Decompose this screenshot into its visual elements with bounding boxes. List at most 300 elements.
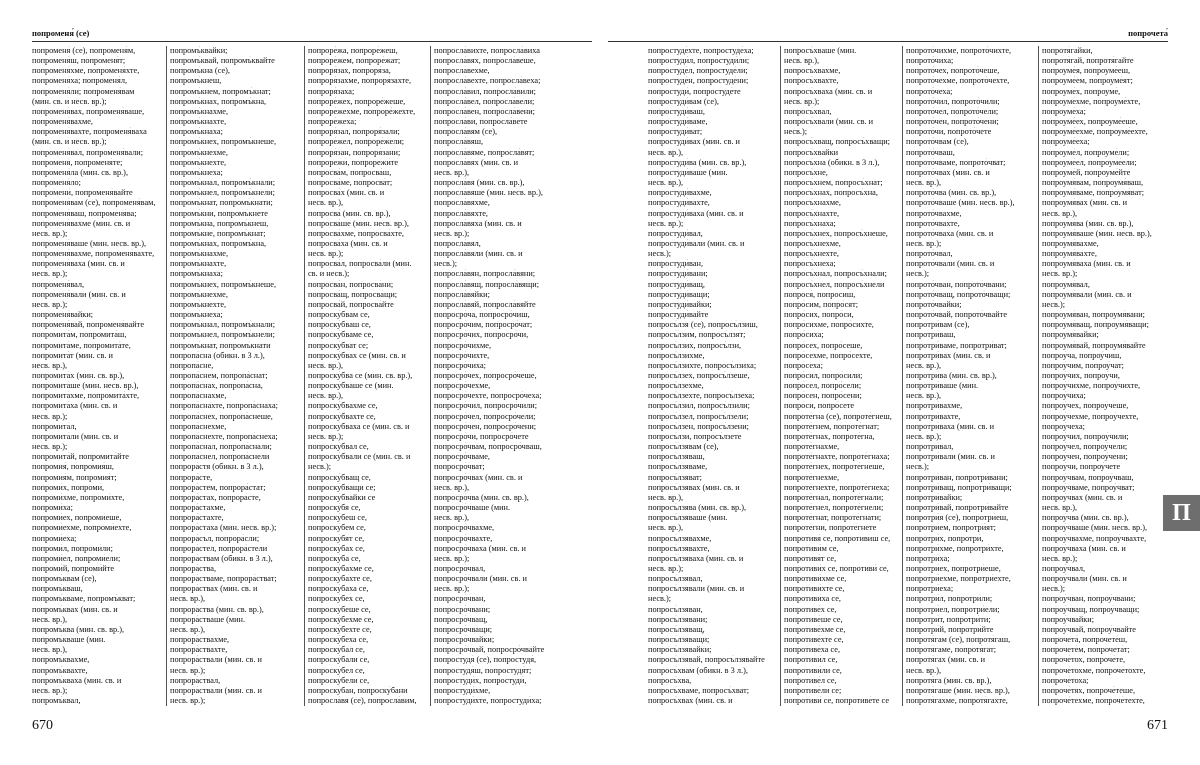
dictionary-line: попроу́чихме, попроу́чихте, <box>1042 381 1141 391</box>
dictionary-line: попромита́ше (мин. несв. вр.), <box>32 381 139 391</box>
dictionary-line: попроте́гнех, попроте́гнеше, <box>784 462 885 472</box>
dictionary-line: попроу́чвай, попроу́чвайте <box>1042 624 1136 634</box>
dictionary-line: попрора́ствали (мин. св. и <box>170 655 262 665</box>
dictionary-line: попромъ́кнат, попромъ́кнати; <box>170 198 273 208</box>
dictionary-line: попроменя́вахме, попроменя́вахте, <box>32 249 155 259</box>
dictionary-line: попросла́ви, попросла́вете <box>434 117 528 127</box>
dictionary-line: попроу́чвам, попроу́чваш, <box>1042 472 1134 482</box>
dictionary-line: попросъ́лзехте, попросъ́лзеха; <box>648 391 755 401</box>
dictionary-line: попроу́чва (мин. св. вр.), <box>1042 513 1129 523</box>
dictionary-line: попроску́бвал се, <box>308 442 369 452</box>
dictionary-line: попро́сеха; <box>784 360 823 370</box>
dictionary-line: попротя́гах (мин. св. и <box>906 655 986 665</box>
dictionary-line: попростуди́хме, <box>434 685 491 695</box>
dictionary-line: попроте́гнем, попроте́гнат; <box>784 421 880 431</box>
dictionary-line: попроте́гнал, попроте́гнали; <box>784 492 884 502</box>
dictionary-line: попромита́ме, попромита́те, <box>32 340 131 350</box>
dictionary-line: попроче́тоха; <box>1042 675 1089 685</box>
dictionary-line: попротри́вах (мин. св. и <box>906 350 991 360</box>
running-head-right: попрочета́ <box>1128 28 1168 38</box>
dictionary-line: попромъ́кнаха; <box>170 269 223 279</box>
dictionary-line: попромита́м, попромита́ш, <box>32 330 127 340</box>
dictionary-line: попроу́чвали (мин. св. и <box>1042 574 1127 584</box>
dictionary-line: попротри́ехме, попротри́ехте, <box>906 574 1011 584</box>
dictionary-line: попротри́ваха (мин. св. и <box>906 421 995 431</box>
dictionary-line: попроменя́ли; попроменя́вам <box>32 86 135 96</box>
dictionary-line: несв. вр.), <box>308 360 344 370</box>
dictionary-line: попросъ́лзявай, попросъ́лзявайте <box>648 655 765 665</box>
dictionary-line: попросъ́лзяваш, <box>648 452 705 462</box>
dictionary-line: попросъ́хнал, попросъ́хнали; <box>784 269 887 279</box>
dictionary-line: попротя́гам (се), попротя́гаш, <box>906 635 1011 645</box>
dictionary-line: попротивя́т се, <box>784 553 837 563</box>
dictionary-line: попротри́ваш, <box>906 330 956 340</box>
dictionary-line: попроменя́ло; <box>32 178 81 188</box>
dictionary-line: попромъ́кнел, попромъ́кнели; <box>170 330 275 340</box>
dictionary-line: попросла́вел, попросла́вели; <box>434 96 535 106</box>
dictionary-line: попросъ́лзяваме, <box>648 462 708 472</box>
dictionary-line: несв. вр.), <box>906 665 942 675</box>
dictionary-line: несв. вр.), <box>32 645 68 655</box>
dictionary-line: попросро́чваха (мин. св. и <box>434 543 526 553</box>
dictionary-line: попроску́бахме се, <box>308 563 374 573</box>
dictionary-line: попростуди́вани; <box>648 269 708 279</box>
column-8 <box>1042 46 1160 706</box>
dictionary-line: попроре́жел, попроре́жели; <box>308 137 405 147</box>
dictionary-line: попротя́гаме, попротя́гат; <box>906 645 997 655</box>
dictionary-line: попросро́чвай, попросро́чвайте <box>434 645 545 655</box>
dictionary-line: попрора́стахме, <box>170 503 226 513</box>
dictionary-line: попросро́чван, <box>434 594 486 604</box>
dictionary-line: попростуди́, попростуде́те <box>648 86 741 96</box>
dictionary-line: попросла́вен, попросла́вени; <box>434 106 535 116</box>
dictionary-line: попроменя́ваш, попроменя́ва; <box>32 208 137 218</box>
dictionary-line: попротри́ваме, попротри́ват; <box>906 340 1007 350</box>
dictionary-line: попропа́сна (обикн. в 3 л.), <box>170 350 265 360</box>
dictionary-line: попросъ́хвахте, <box>784 76 839 86</box>
dictionary-line: попроте́гнат, попроте́гнати; <box>784 513 882 523</box>
dictionary-line: попроуме́ех, попроуме́еше, <box>1042 117 1138 127</box>
dictionary-line: попроте́гнахме, <box>784 442 840 452</box>
dictionary-line: попросва́ (мин. св. вр.), <box>308 208 391 218</box>
dictionary-line: попросла́вяхме, <box>434 198 490 208</box>
dictionary-line: попросъ́хвали (мин. св. и <box>784 117 874 127</box>
dictionary-line: несв. вр.); <box>32 685 68 695</box>
dictionary-line: попроу́чех, попроу́чеше, <box>1042 401 1129 411</box>
dictionary-line: попрочете́м, попрочета́т; <box>1042 645 1130 655</box>
dictionary-line: несв. вр.), <box>170 624 206 634</box>
dictionary-line: несв. вр.), <box>434 167 470 177</box>
dictionary-line: попротри́ех, попротри́еше, <box>906 563 1001 573</box>
dictionary-line: попроменя́вахме (мин. св. и <box>32 218 131 228</box>
dictionary-line: попросъ́лзен, попросъ́лзени; <box>648 421 749 431</box>
dictionary-line: попромъ́кна, попромъ́кнеш, <box>170 218 269 228</box>
dictionary-line: попротиви́ се, попротиве́те се <box>784 696 890 705</box>
dictionary-line: несв. вр.); <box>648 563 684 573</box>
dictionary-line: попротя́га (мин. св. вр.), <box>906 675 992 685</box>
dictionary-line: попротри́вам (се), <box>906 320 970 330</box>
dictionary-line: несв. вр.), <box>648 147 684 157</box>
dictionary-line: попроменя́ла (мин. св. вр.), <box>32 167 129 177</box>
dictionary-line: попроря́зан, попроря́зани; <box>308 147 401 157</box>
dictionary-line: попроуме́й, попроуме́йте <box>1042 167 1131 177</box>
dictionary-line: попропа́снехте, попропа́снеха; <box>170 431 278 441</box>
dictionary-line: попромъ́кнахме, <box>170 106 229 116</box>
dictionary-line: попроумя́вайки; <box>1042 330 1099 340</box>
dictionary-line: попромита́ли (мин. св. и <box>32 431 119 441</box>
dictionary-line: попротри́еха; <box>906 584 954 594</box>
column-4 <box>434 46 564 706</box>
dictionary-line: попротиви́ха се, <box>784 594 841 604</box>
dictionary-line: несв.); <box>434 259 458 269</box>
dictionary-line: попроуме́л, попроуме́ли; <box>1042 147 1130 157</box>
dictionary-line: попросро́чвайки; <box>434 635 495 645</box>
dictionary-line: несв. вр.); <box>1042 269 1078 279</box>
dictionary-line: попропа́снах, попропа́сна, <box>170 381 263 391</box>
dictionary-line: попроску́бвах се (мин. св. и <box>308 350 406 360</box>
dictionary-line: попроче́тохме, попроче́тохте, <box>1042 665 1146 675</box>
dictionary-line: попростуди́ваш, <box>648 106 705 116</box>
dictionary-line: попроре́жа, попроре́жеш, <box>308 46 398 55</box>
dictionary-line: несв. вр.); <box>308 431 344 441</box>
dictionary-line: попротри́ван, попротри́вани; <box>906 472 1008 482</box>
dictionary-line: попроря́заха; <box>308 86 355 96</box>
dictionary-line: попросъ́лзявахте, <box>648 543 710 553</box>
dictionary-line: попротиве́хме се, <box>784 624 846 634</box>
dictionary-line: попроску́бахте се, <box>308 574 372 584</box>
dictionary-line: попроумя́вахте, <box>1042 249 1097 259</box>
dictionary-line: попроу́чен, попроу́чени; <box>1042 452 1128 462</box>
dictionary-line: попросро́чващ, <box>434 614 488 624</box>
dictionary-line: попросро́чвал, <box>434 563 486 573</box>
dictionary-line: попроу́чехме, попроу́чехте, <box>1042 411 1139 421</box>
dictionary-line: попроску́беха се, <box>308 635 369 645</box>
dictionary-line: попростуди́ващи; <box>648 289 710 299</box>
dictionary-line: попроменя́вам (се), попроменя́вам, <box>32 198 156 208</box>
dictionary-line: попросъ́лзихме, <box>648 350 705 360</box>
dictionary-line: попросъ́лзяваха (мин. св. и <box>648 553 744 563</box>
dictionary-line: попростуди́ващ, <box>648 279 705 289</box>
dictionary-line: попрора́ствал, <box>170 675 221 685</box>
dictionary-line: попросъ́лзи, попросъ́лзете <box>648 431 742 441</box>
dictionary-line: попроумя́ваме, попроумя́ват; <box>1042 188 1145 198</box>
dictionary-line: попромъ́кнех, попромъ́кнеше, <box>170 279 277 289</box>
dictionary-line: попроску́баха се, <box>308 584 369 594</box>
dictionary-line: попроску́бан, попроску́бани <box>308 685 408 695</box>
dictionary-line: несв. вр.), <box>784 56 820 66</box>
dictionary-line: попрото́чвахте, <box>906 218 960 228</box>
dictionary-line: попросро́чехте, попросро́чеха; <box>434 391 542 401</box>
dictionary-line: попротри́вали (мин. св. и <box>906 452 995 462</box>
dictionary-line: попросро́чват; <box>434 462 485 472</box>
dictionary-line: попроску́бващ се, <box>308 472 371 482</box>
dictionary-line: попромъ́квай, попромъ́квайте <box>170 56 275 66</box>
dictionary-line: попромъ́кнаха; <box>170 127 223 137</box>
dictionary-line: попромъ́квахте, <box>32 665 88 675</box>
dictionary-line: попроми́ел, попроми́ели; <box>32 553 121 563</box>
dictionary-line: попростуди́л, попростуди́ли; <box>648 56 750 66</box>
dictionary-line: попроменя́ваше (мин. несв. вр.), <box>32 238 147 248</box>
dictionary-line: попроменя́ (се), попроменя́м, <box>32 46 136 55</box>
dictionary-line: попроску́бехте се, <box>308 624 372 634</box>
dictionary-line: попроу́ча, попроу́чиш, <box>1042 350 1122 360</box>
dictionary-line: несв. вр.); <box>308 249 344 259</box>
dictionary-line: попростуде́хте, попростуде́ха; <box>648 46 754 55</box>
dictionary-line: несв. вр.), <box>1042 503 1078 513</box>
dictionary-line: попроче́техме, попроче́техте, <box>1042 696 1145 705</box>
dictionary-line: попроумя́вахме, <box>1042 238 1099 248</box>
dictionary-line: попроре́жехме, попроре́жехте, <box>308 106 416 116</box>
dictionary-line: попропа́снем, попропа́снат; <box>170 371 268 380</box>
dictionary-line: попро́сех, попро́сеше, <box>784 340 863 350</box>
dictionary-line: попроменя́вай, попроменя́вайте <box>32 320 145 330</box>
dictionary-line: попроря́захме, попроря́захте, <box>308 76 412 86</box>
dictionary-line: попрора́съл, попрора́сли; <box>170 533 260 543</box>
dictionary-line: попросва́х (мин. св. и <box>308 188 385 198</box>
column-6 <box>784 46 902 706</box>
dictionary-line: попромъ́кнем, попромъ́кнат; <box>170 86 271 96</box>
dictionary-line: попросла́вям (се), <box>434 127 498 137</box>
dictionary-line: попроску́бващи се; <box>308 482 376 492</box>
dictionary-line: несв. вр.), <box>308 391 344 401</box>
dictionary-line: попроря́зал, попроря́зали; <box>308 127 400 137</box>
dictionary-line: попростуди́ваме, <box>648 117 708 127</box>
dictionary-line: попросла́вяше (мин. несв. вр.), <box>434 188 543 198</box>
dictionary-line: попроску́беше се, <box>308 604 371 614</box>
dictionary-line: попрото́чихме, попрото́чихте, <box>906 46 1012 55</box>
dictionary-line: попростуди́х, попростуди́, <box>434 675 527 685</box>
dictionary-line: попросва́н, попросва́ни; <box>308 279 394 289</box>
dictionary-line: попроску́бели се, <box>308 675 370 685</box>
dictionary-line: попроуме́х, попроуме́, <box>1042 86 1121 96</box>
dictionary-line: попрото́чван, попрото́чвани; <box>906 279 1007 289</box>
dictionary-line: попросъ́хнахме, <box>784 198 841 208</box>
dictionary-line: попросва́щ, попросва́щи; <box>308 289 398 299</box>
dictionary-line: несв.); <box>648 249 672 259</box>
running-head-left: попроменя́ (се) <box>32 28 90 38</box>
dictionary-line: попросъ́лзил, попросъ́лзили; <box>648 401 750 411</box>
dictionary-line: попротиви́м се, <box>784 543 839 553</box>
dictionary-line: попростуди́вайте <box>648 310 709 320</box>
dictionary-line: попроумя́ва (мин. св. вр.), <box>1042 218 1134 228</box>
column-divider <box>902 46 903 706</box>
dictionary-line: несв. вр.); <box>32 411 68 421</box>
dictionary-line: попроу́чим, попроу́чат; <box>1042 360 1124 370</box>
dictionary-line: попроску́бваха се (мин. св. и <box>308 421 410 431</box>
dictionary-line: попросро́чващи; <box>434 624 493 634</box>
dictionary-line: попросла́вя (се), попросла́вим, <box>308 696 417 705</box>
dictionary-line: попрора́ствам (обикн. в 3 л.), <box>170 553 273 563</box>
dictionary-line: попроску́бва се (мин. св. вр.), <box>308 371 413 380</box>
dictionary-line: попрора́ствали (мин. св. и <box>170 685 262 695</box>
dictionary-line: попротя́гайки, <box>1042 46 1093 55</box>
dictionary-line: попроте́гнах, попроте́гна, <box>784 431 875 441</box>
dictionary-line: попроу́чи, попроу́чете <box>1042 462 1121 472</box>
dictionary-line: несв. вр.); <box>32 269 68 279</box>
dictionary-line: попроменя́вал, попроменя́вали; <box>32 147 144 157</box>
dictionary-line: попросла́вяме, попросла́вят; <box>434 147 535 157</box>
dictionary-line: несв. вр.); <box>784 96 820 106</box>
dictionary-line: попростуде́л, попростуде́ли; <box>648 66 748 76</box>
dictionary-line: попрото́чвах (мин. св. и <box>906 167 990 177</box>
dictionary-line: попроре́жех, попроре́жеше, <box>308 96 406 106</box>
dictionary-line: попросъ́лзих, попросъ́лзи, <box>648 340 742 350</box>
column-divider <box>430 46 431 706</box>
dictionary-line: попромъ́кне, попромъ́кнат; <box>170 228 266 238</box>
dictionary-line: попроуме́хме, попроуме́хте, <box>1042 96 1141 106</box>
dictionary-line: попромъ́кнахте, <box>170 259 227 269</box>
dictionary-line: попроску́бя се, <box>308 503 361 513</box>
dictionary-line: попрото́чеха; <box>906 86 953 96</box>
dictionary-line: попроумя́ващ, попроумя́ващи; <box>1042 320 1149 330</box>
dictionary-line: попрото́чваха (мин. св. и <box>906 228 994 238</box>
dictionary-line: попросъ́лзяващи; <box>648 635 710 645</box>
dictionary-line: попросро́чваме, <box>434 452 490 462</box>
dictionary-line: попроску́бвайки се <box>308 492 376 502</box>
dictionary-line: попрото́чел, попрото́чели; <box>906 106 999 116</box>
dictionary-line: попрото́чвайки; <box>906 299 962 309</box>
dictionary-line: попроу́чващ, попроу́чващи; <box>1042 604 1140 614</box>
dictionary-line: несв. вр.), <box>308 198 344 208</box>
dictionary-line: попросъ́лзявали (мин. св. и <box>648 584 745 594</box>
dictionary-line: попрото́чил, попрото́чили; <box>906 96 1000 106</box>
dictionary-line: попроми́л, попроми́ли; <box>32 543 113 553</box>
dictionary-line: попроуме́ха; <box>1042 106 1086 116</box>
dictionary-line: несв. вр.), <box>648 178 684 188</box>
dictionary-line: попромъ́кнеха; <box>170 167 223 177</box>
dictionary-line: попросъ́лзим, попросъ́лзят; <box>648 330 746 340</box>
dictionary-line: попротри́вайки; <box>906 492 963 502</box>
column-3 <box>308 46 426 706</box>
dictionary-line: попрото́чваше (мин. несв. вр.), <box>906 198 1015 208</box>
dictionary-line: попротя́гахме, попротя́гахте, <box>906 696 1008 705</box>
dictionary-line: попро́си, попро́сете <box>784 401 855 411</box>
dictionary-line: попросла́вял, <box>434 238 481 248</box>
dictionary-line: попросъ́хнеха; <box>784 259 836 269</box>
dictionary-line: попроре́жеха; <box>308 117 357 127</box>
dictionary-line: попроря́зах, попроря́за, <box>308 66 391 76</box>
dictionary-line: попротри́ел, попротри́ели; <box>906 604 1000 614</box>
dictionary-line: несв. вр.), <box>906 360 942 370</box>
dictionary-line: попросва́м, попросва́ш, <box>308 167 392 177</box>
dictionary-line: несв. вр.), <box>906 391 942 401</box>
dictionary-line: попрора́стел, попрора́стели <box>170 543 268 553</box>
dictionary-line: попросъ́лзехме, <box>648 381 704 391</box>
dictionary-line: попросъ́хваха (мин. св. и <box>784 86 873 96</box>
dictionary-line: попроу́чел, попроу́чели; <box>1042 442 1128 452</box>
dictionary-line: попросъ́лзява (мин. св. вр.), <box>648 503 747 513</box>
dictionary-line: попроуме́ел, попроуме́ели; <box>1042 157 1137 167</box>
dictionary-line: попротиви́хте се, <box>784 584 845 594</box>
dictionary-line: несв.); <box>1042 299 1066 309</box>
dictionary-line: попроуме́я, попроуме́еш, <box>1042 66 1131 76</box>
dictionary-line: (мин. св. и несв. вр.); <box>32 137 107 147</box>
dictionary-line: попротиве́хте се, <box>784 635 844 645</box>
dictionary-line: попромъ́кваме, попромъ́кват; <box>32 594 136 604</box>
dictionary-line: попросва́ше (мин. несв. вр.), <box>308 218 409 228</box>
dictionary-line: попропа́снал, попропа́снали; <box>170 442 272 452</box>
dictionary-line: попротри́ва (мин. св. вр.), <box>906 371 997 380</box>
dictionary-line: попроуме́еха; <box>1042 137 1090 147</box>
dictionary-line: несв.); <box>906 269 930 279</box>
dictionary-line: попростуди́ваха (мин. св. и <box>648 208 744 218</box>
dictionary-line: попротри́вал, <box>906 442 954 452</box>
dictionary-line: попросъ́хнел, попросъ́хнели <box>784 279 885 289</box>
dictionary-line: попросла́вян, попросла́вяни; <box>434 269 536 279</box>
dictionary-line: попросъ́хвайки <box>784 147 839 157</box>
dictionary-line: попроуме́ехме, попроуме́ехте, <box>1042 127 1148 137</box>
dictionary-line: попроску́бваш се, <box>308 320 371 330</box>
dictionary-line: попромъ́кнел, попромъ́кнели; <box>170 188 275 198</box>
dictionary-line: попросва́хме, попросва́хте, <box>308 228 404 238</box>
dictionary-line: попромъ́кнахме, <box>170 249 229 259</box>
dictionary-line: попростуди́вахте, <box>648 198 710 208</box>
dictionary-line: попропа́снел, попропа́снели <box>170 452 270 462</box>
dictionary-line: попропа́снехме, <box>170 421 227 431</box>
dictionary-line: попротиве́ха се, <box>784 645 841 655</box>
dictionary-line: попросъ́лзихте, попросъ́лзиха; <box>648 360 757 370</box>
dictionary-line: попроску́бят се, <box>308 533 365 543</box>
dictionary-line: несв. вр.); <box>434 584 470 594</box>
dictionary-line: попросъ́лзяващ, <box>648 624 705 634</box>
dictionary-line: попромъ́кна (се), <box>170 66 231 76</box>
dictionary-line: попромита́й, попромита́йте <box>32 452 129 462</box>
dictionary-line: попросъ́хнахте, <box>784 208 840 218</box>
dictionary-line: попрото́чех, попрото́чеше, <box>906 66 1000 76</box>
dictionary-line: попро́сим, попро́сят; <box>784 299 859 309</box>
dictionary-line: попрора́сте, <box>170 472 213 482</box>
dictionary-line: попросро́чих, попросро́чи, <box>434 330 529 340</box>
dictionary-line: попроску́бали се, <box>308 655 370 665</box>
dictionary-line: попростуди́вам (се), <box>648 96 719 106</box>
dictionary-line: попроте́гнехме, <box>784 472 840 482</box>
dictionary-line: попросъ́хна (обикн. в 3 л.), <box>784 157 880 167</box>
dictionary-line: попростуди́ван, <box>648 259 704 269</box>
dictionary-line: попросъ́лзяват; <box>648 472 702 482</box>
column-divider <box>1038 46 1039 706</box>
dictionary-line: попропа́снахте, попропа́снаха; <box>170 401 278 411</box>
dictionary-line: попроми́й, попроми́йте <box>32 563 115 573</box>
right-page <box>600 0 1200 765</box>
dictionary-line: попросъ́хвал, <box>784 106 832 116</box>
page-number-left: 670 <box>32 718 53 733</box>
dictionary-line: попросъ́хващ, попросъ́хващи; <box>784 137 890 147</box>
dictionary-line: несв. вр.); <box>32 228 68 238</box>
dictionary-line: попрося́, попросиш, <box>784 289 856 299</box>
dictionary-line: попросро́чвахме, <box>434 523 495 533</box>
dictionary-line: попросла́вяй, попросла́вяйте <box>434 299 536 309</box>
dictionary-line: несв. вр.); <box>906 431 942 441</box>
dictionary-line: попроску́бел се, <box>308 665 365 675</box>
dictionary-line: попротри́й, попротри́йте <box>906 624 994 634</box>
dictionary-line: попроте́гнехте, попроте́гнеха; <box>784 482 890 492</box>
dictionary-line: попросъ́хнехте, <box>784 249 839 259</box>
dictionary-line: попромъ́кнеш, <box>170 76 222 86</box>
dictionary-line: попроску́бват се; <box>308 340 369 350</box>
dictionary-line: попроску́бал се, <box>308 645 365 655</box>
dictionary-line: несв. вр.); <box>170 665 206 675</box>
dictionary-line: несв.); <box>1042 584 1066 594</box>
dictionary-line: попросро́чва (мин. св. вр.), <box>434 492 529 502</box>
dictionary-line: попромъ́кни, попромъ́кнете <box>170 208 268 218</box>
dictionary-line: попроменя́вахте, попроменя́ваха <box>32 127 147 137</box>
dictionary-line: попро́сел, попро́сели; <box>784 381 862 391</box>
dictionary-line: попрото́чваш, <box>906 147 955 157</box>
dictionary-line: попростуде́н, попростуде́ни; <box>648 76 749 86</box>
dictionary-line: попрото́чвали (мин. св. и <box>906 259 995 269</box>
dictionary-line: попроску́бах се, <box>308 543 365 553</box>
dictionary-line: попротри́ващ, попротри́ващи; <box>906 482 1012 492</box>
